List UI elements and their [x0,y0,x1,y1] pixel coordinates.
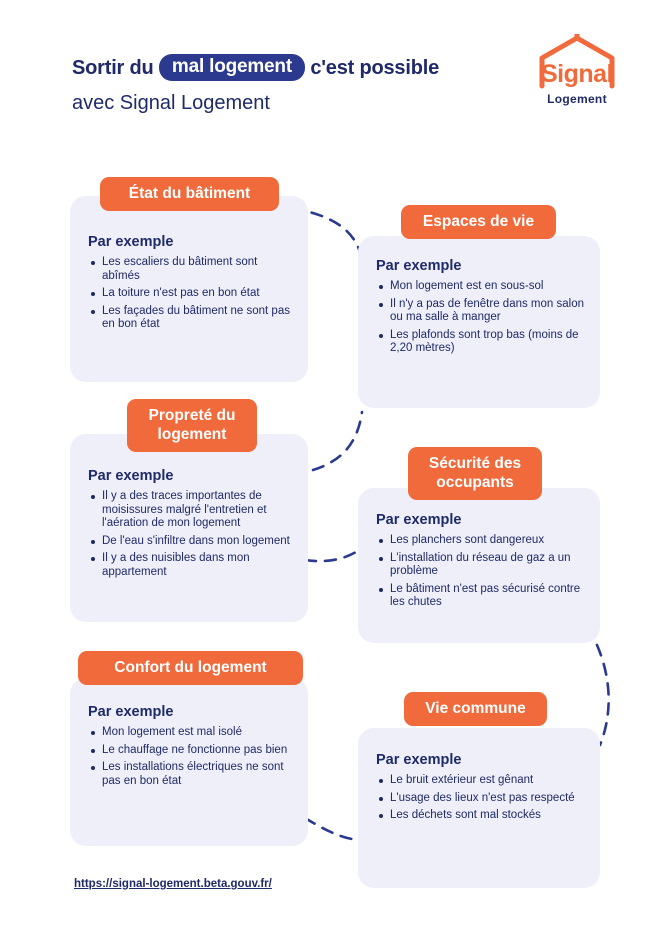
list-item: Il y a des nuisibles dans mon appartement [102,552,292,579]
card-example-label: Par exemple [376,752,462,768]
title-before: Sortir du [72,57,159,79]
list-item: Le chauffage ne fonctionne pas bien [102,744,292,758]
list-item: Mon logement est mal isolé [102,726,292,740]
list-item: Les escaliers du bâtiment sont abîmés [102,256,292,283]
card-items [374,774,584,823]
page-header [72,52,532,118]
card-badge-vie-commune: Vie commune [404,692,547,726]
page-title [72,52,532,84]
card-proprete-du-logement [70,434,308,622]
card-items [86,490,292,579]
title-highlight: mal logement [159,54,305,81]
list-item: Les façades du bâtiment ne sont pas en bon état [102,305,292,332]
card-badge-etat-du-batiment: État du bâtiment [100,177,279,211]
card-badge-confort-du-logement: Confort du logement [78,651,303,685]
page-subtitle: avec Signal Logement [72,92,270,114]
card-badge-proprete-du-logement: Propreté du logement [127,399,257,452]
card-badge-securite-des-occupants: Sécurité des occupants [408,447,542,500]
list-item: Il y a des traces importantes de moisissures malgré l'entretien et l'aération de mon logement [102,490,292,531]
list-item: De l'eau s'infiltre dans mon logement [102,535,292,549]
card-espaces-de-vie [358,236,600,408]
card-example-label: Par exemple [88,234,174,250]
footer-url-link[interactable]: https://signal-logement.beta.gouv.fr/ [74,878,272,890]
card-vie-commune [358,728,600,888]
card-items [86,726,292,788]
card-securite-des-occupants [358,488,600,643]
list-item: Le bruit extérieur est gênant [390,774,584,788]
list-item: L'installation du réseau de gaz a un problème [390,552,584,579]
logo [523,34,631,106]
list-item: Le bâtiment n'est pas sécurisé contre les chutes [390,583,584,610]
card-badge-espaces-de-vie: Espaces de vie [401,205,556,239]
list-item: Les planchers sont dangereux [390,534,584,548]
list-item: Mon logement est en sous-sol [390,280,584,294]
house-icon [523,34,631,90]
list-item: Les plafonds sont trop bas (moins de 2,20 mètres) [390,329,584,356]
card-confort-du-logement [70,678,308,846]
card-example-label: Par exemple [376,258,462,274]
logo-wordmark: Signal [540,60,613,88]
card-items [374,280,584,356]
list-item: Les déchets sont mal stockés [390,809,584,823]
list-item: Il n'y a pas de fenêtre dans mon salon ou ma salle à manger [390,297,584,323]
title-after: c'est possible [304,57,440,79]
logo-subtitle: Logement [547,92,607,106]
card-example-label: Par exemple [376,512,462,528]
list-item: Les installations électriques ne sont pas en bon état [102,761,292,788]
card-items [374,534,584,610]
card-etat-du-batiment [70,196,308,382]
card-example-label: Par exemple [88,704,174,720]
card-example-label: Par exemple [88,468,174,484]
list-item: La toiture n'est pas en bon état [102,287,292,301]
list-item: L'usage des lieux n'est pas respecté [390,792,584,806]
card-items [86,256,292,332]
